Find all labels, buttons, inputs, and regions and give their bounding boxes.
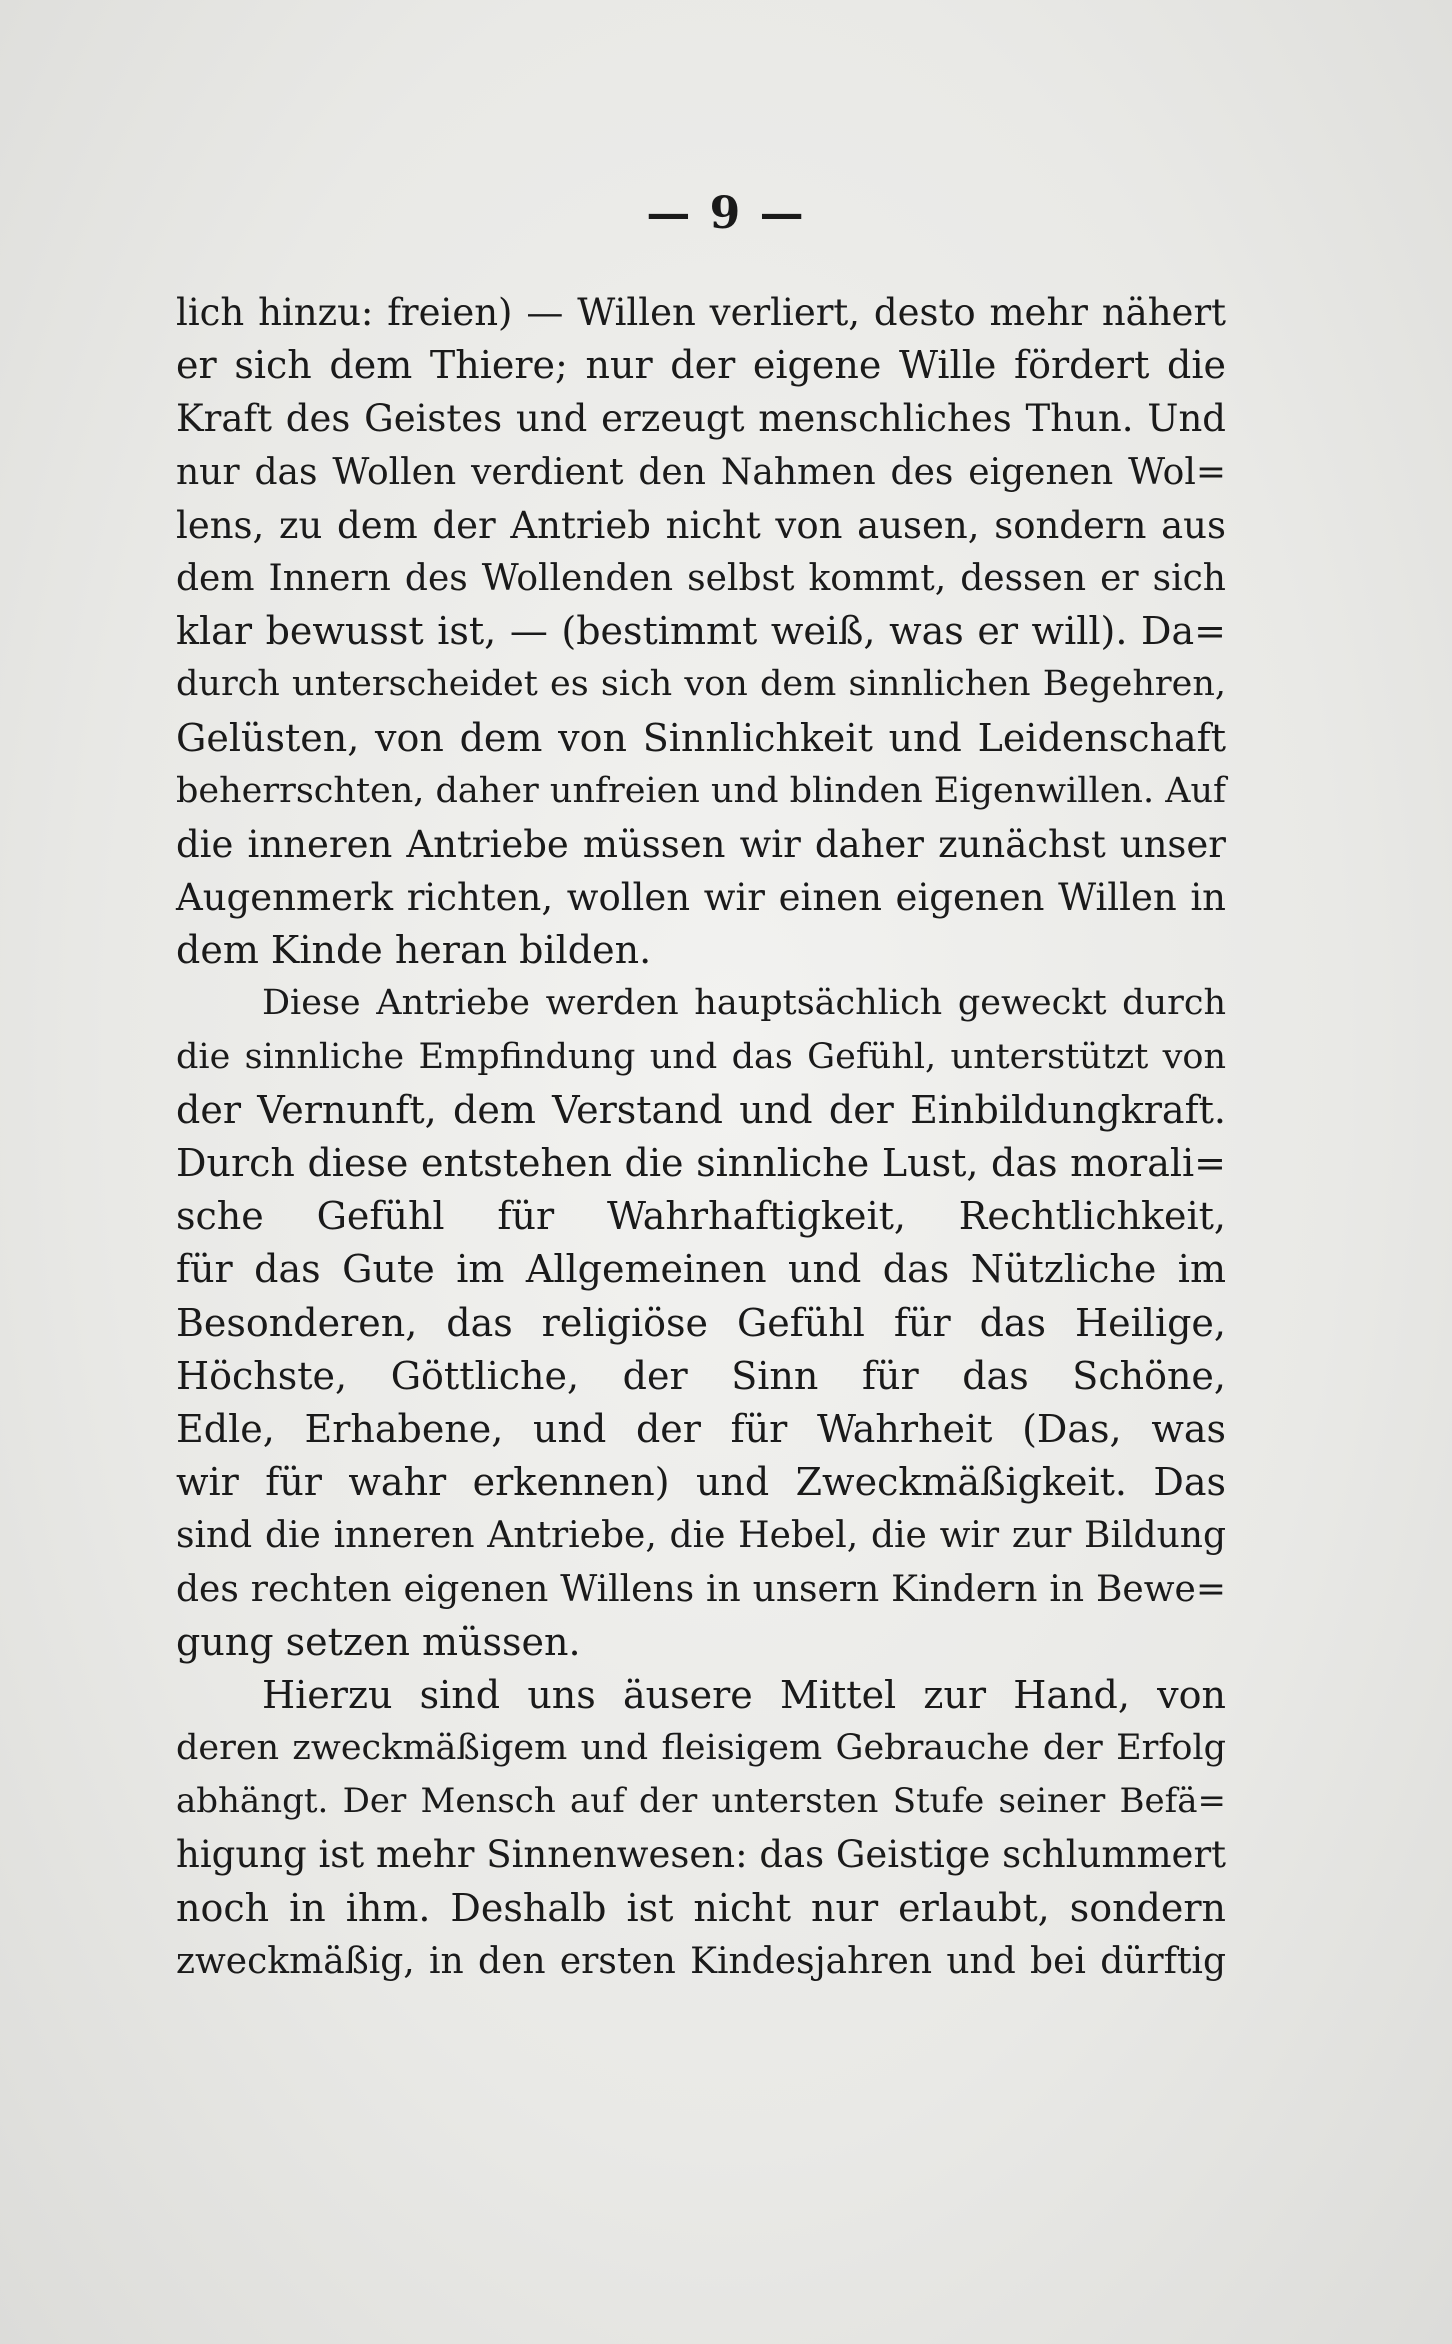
text-line: sind die inneren Antriebe, die Hebel, die wir zur Bildung [176,1515,1226,1557]
text-line: Durch diese entstehen die sinnliche Lust, das morali= [176,1141,1226,1185]
body-text [176,286,1226,1988]
text-line: lich hinzu: freien) — Willen verliert, desto mehr nähert [176,291,1226,334]
text-line: wir für wahr erkennen) und Zweckmäßigkeit. Das [176,1460,1226,1505]
text-line: er sich dem Thiere; nur der eigene Wille fördert die [176,343,1226,388]
text-line: Edle, Erhabene, und der für Wahrheit (Das, was [176,1406,1226,1451]
text-line: Besonderen, das religiöse Gefühl für das Heilige, [176,1300,1226,1345]
text-line: higung ist mehr Sinnenwesen: das Geistige schlummert [176,1833,1226,1877]
text-line: Augenmerk richten, wollen wir einen eigenen Willen in [176,876,1226,920]
paragraph-2 [176,977,1226,1668]
text-line: noch in ihm. Deshalb ist nicht nur erlaubt, sondern [176,1885,1226,1930]
paragraph-3 [176,1669,1226,1988]
text-line: beherrschten, daher unfreien und blinden Eigenwillen. Auf [176,770,1226,811]
text-line: abhängt. Der Mensch auf der untersten Stufe seiner Befä= [176,1781,1226,1822]
text-line: Diese Antriebe werden hauptsächlich geweckt durch [262,983,1226,1024]
text-line: die inneren Antriebe müssen wir daher zunächst unser [176,822,1226,866]
text-line: sche Gefühl für Wahrhaftigkeit, Rechtlichkeit, [176,1194,1226,1239]
text-line: klar bewusst ist, — (bestimmt weiß, was er will). Da= [176,609,1226,654]
text-line: dem Innern des Wollenden selbst kommt, dessen er sich [176,557,1226,599]
text-line: für das Gute im Allgemeinen und das Nützliche im [176,1247,1226,1292]
text-line: lens, zu dem der Antrieb nicht von ausen, sondern aus [176,503,1226,547]
text-line: nur das Wollen verdient den Nahmen des eigenen Wol= [176,451,1226,493]
paragraph-1 [176,286,1226,977]
text-line: zweckmäßig, in den ersten Kindesjahren und bei dürftig [176,1940,1226,1982]
text-line: Hierzu sind uns äusere Mittel zur Hand, von [262,1672,1226,1717]
text-line: die sinnliche Empfindung und das Gefühl, unterstützt von [176,1036,1226,1077]
text-line: Gelüsten, von dem von Sinnlichkeit und Leidenschaft [176,715,1226,760]
text-line: gung setzen müssen. [176,1619,581,1664]
text-line: Kraft des Geistes und erzeugt menschliches Thun. Und [176,397,1226,441]
text-line: dem Kinde heran bilden. [176,928,652,973]
page-number: — 9 — [646,188,806,239]
text-line: deren zweckmäßigem und fleisigem Gebrauche der Erfolg [176,1728,1226,1769]
text-line: Höchste, Göttliche, der Sinn für das Schöne, [176,1353,1226,1398]
text-line: der Vernunft, dem Verstand und der Einbildungkraft. [176,1087,1226,1132]
text-line: des rechten eigenen Willens in unsern Kindern in Bewe= [176,1568,1226,1610]
text-line: durch unterscheidet es sich von dem sinnlichen Begehren, [176,664,1226,705]
